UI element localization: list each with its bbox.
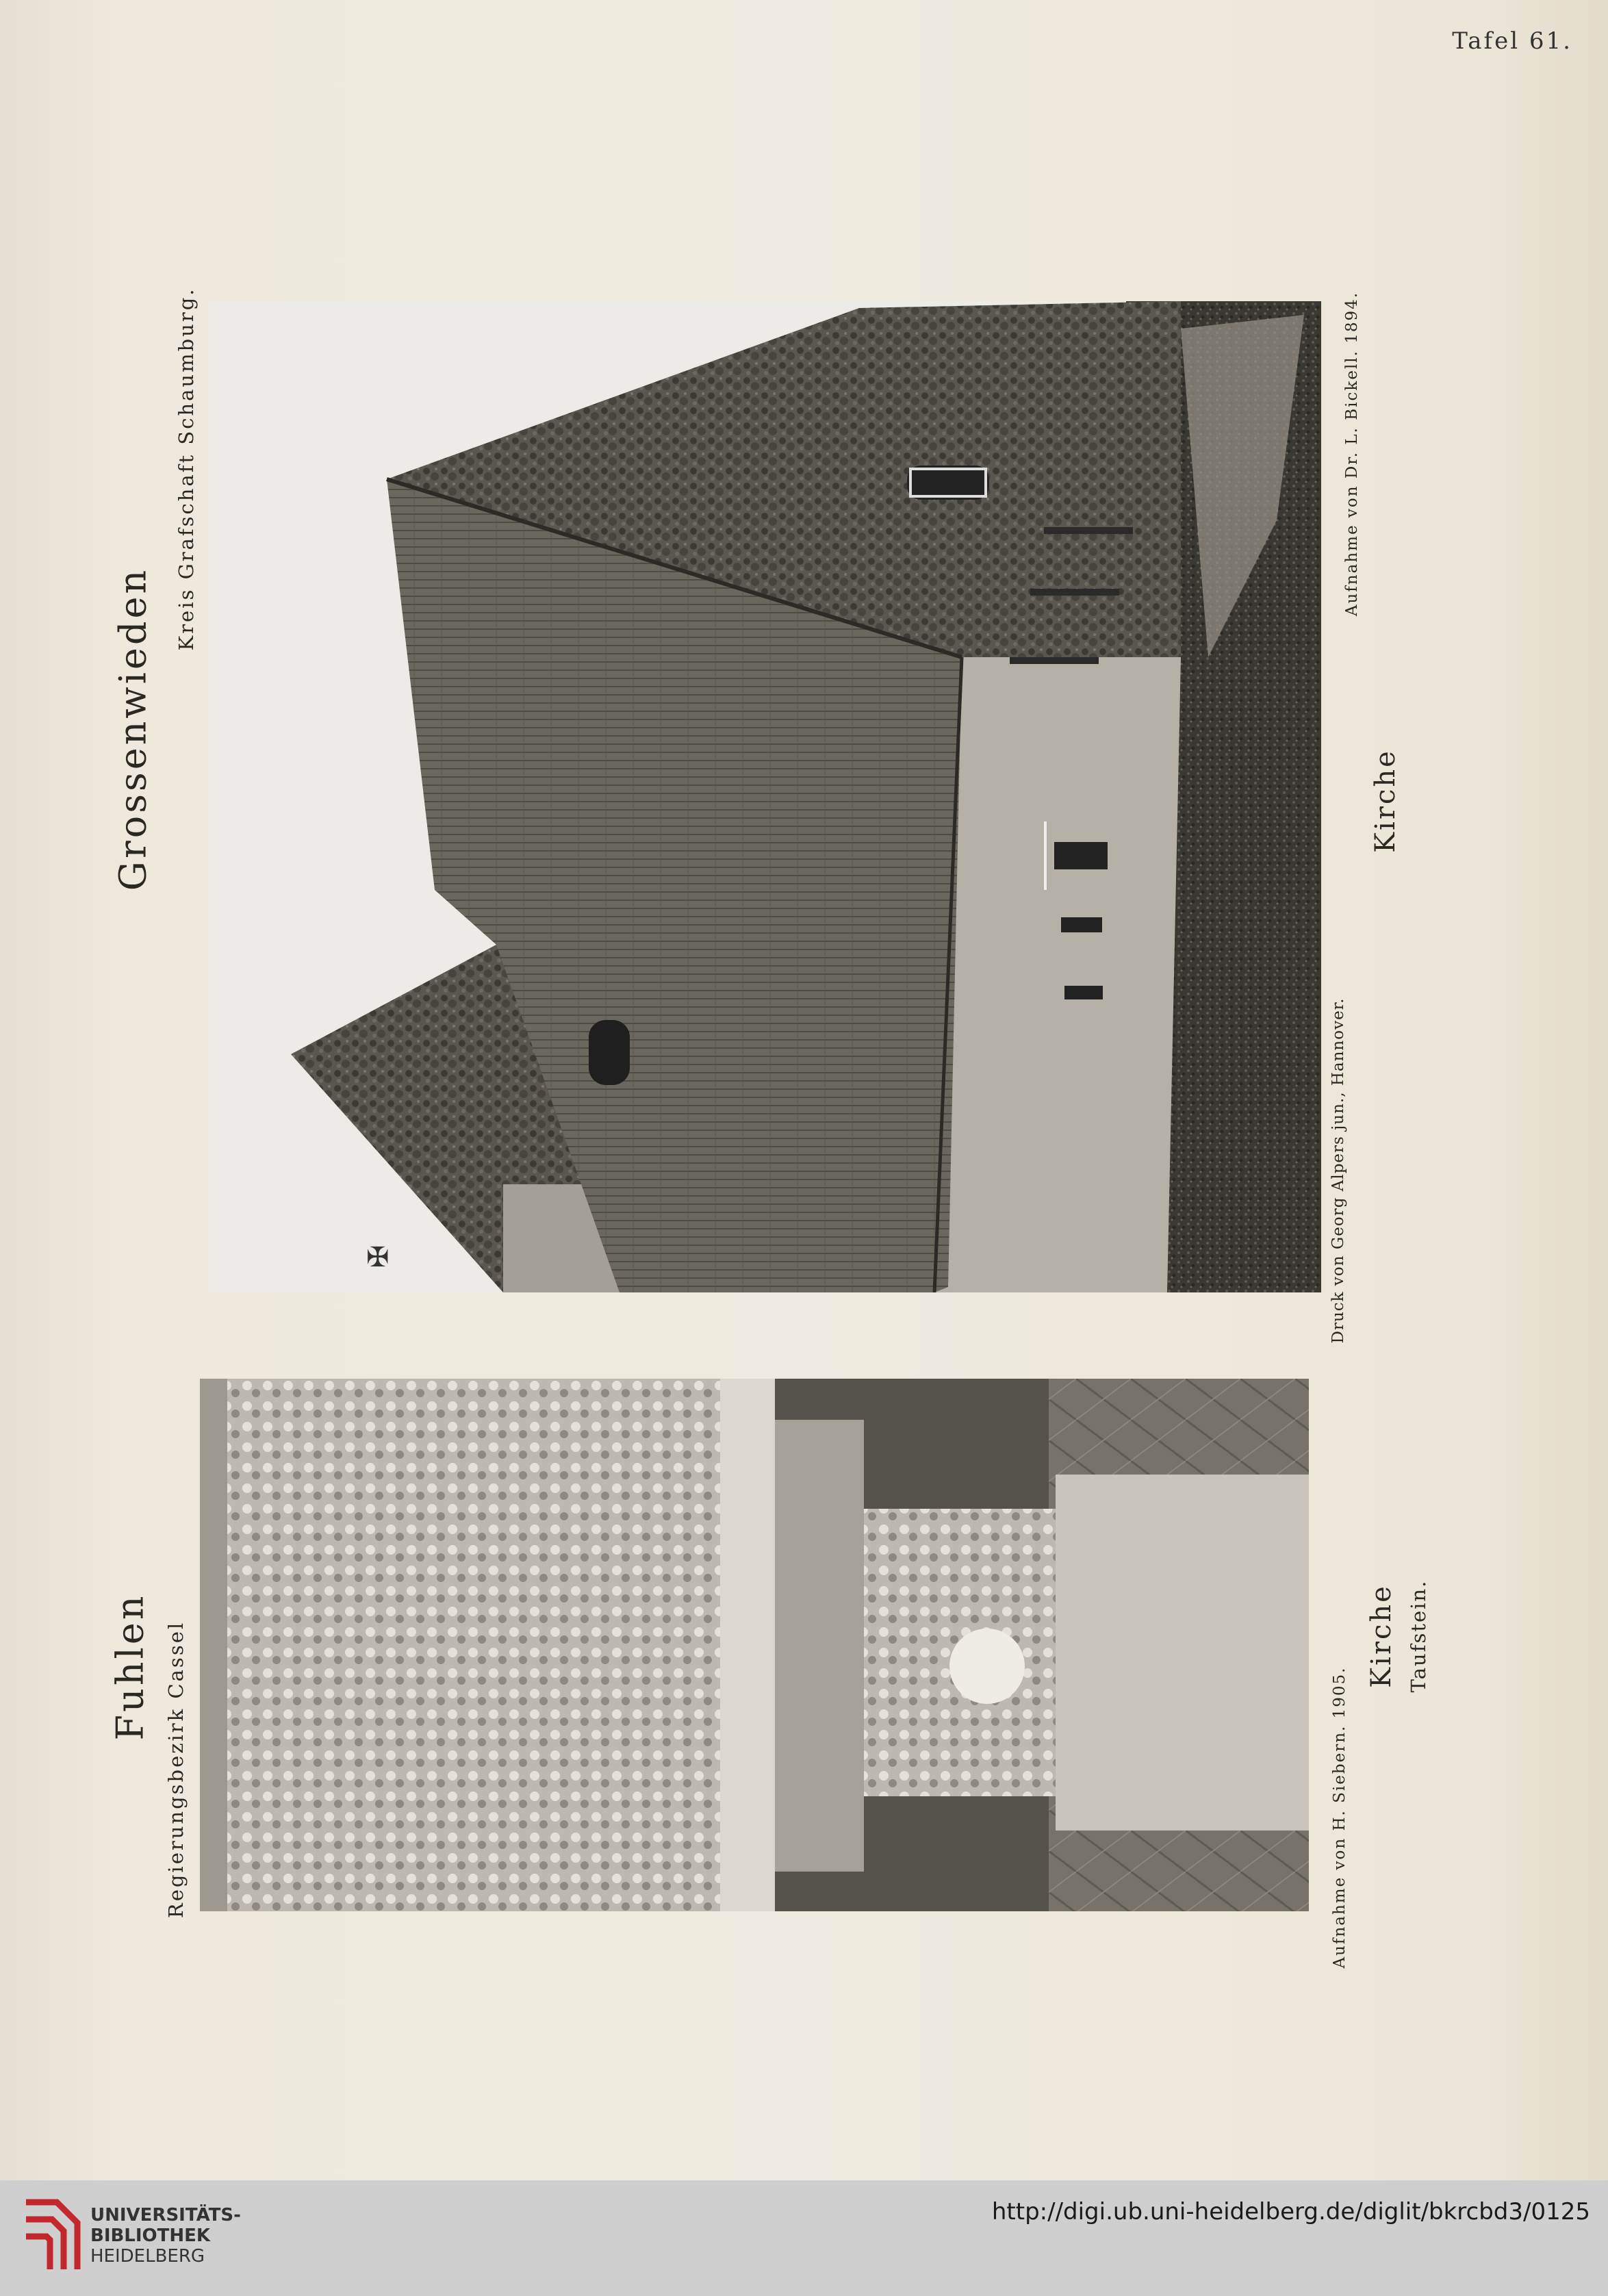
source-url-link[interactable]: http://digi.ub.uni-heidelberg.de/diglit/bkrcbd3/0125 [991,2198,1590,2225]
left-place-title: Fuhlen [108,1593,152,1741]
library-line-1: UNIVERSITÄTS- [90,2205,241,2225]
right-printer-credit: Druck von Georg Alpers jun., Hannover. [1329,997,1347,1344]
left-subject-detail: Taufstein. [1407,1579,1430,1693]
library-name [90,2205,241,2267]
plate-number: Tafel 61. [1452,27,1572,55]
left-district: Regierungsbezirk Cassel [164,1620,188,1919]
font-photo [200,1379,1309,1911]
svg-text:✠: ✠ [366,1242,390,1273]
left-photo-credit: Aufnahme von H. Siebern. 1905. [1331,1666,1349,1969]
left-subject: Kirche [1366,1584,1397,1688]
church-photo [209,301,1321,1292]
right-district: Kreis Grafschaft Schaumburg. [175,287,198,651]
library-line-3: HEIDELBERG [90,2246,205,2267]
library-logo-icon [19,2195,85,2276]
right-subject: Kirche [1370,749,1401,853]
library-line-2: BIBLIOTHEK [90,2225,211,2246]
footer-bar [0,2180,1608,2296]
right-place-title: Grossenwieden [111,567,155,891]
right-photo-credit: Aufnahme von Dr. L. Bickell. 1894. [1343,291,1361,617]
